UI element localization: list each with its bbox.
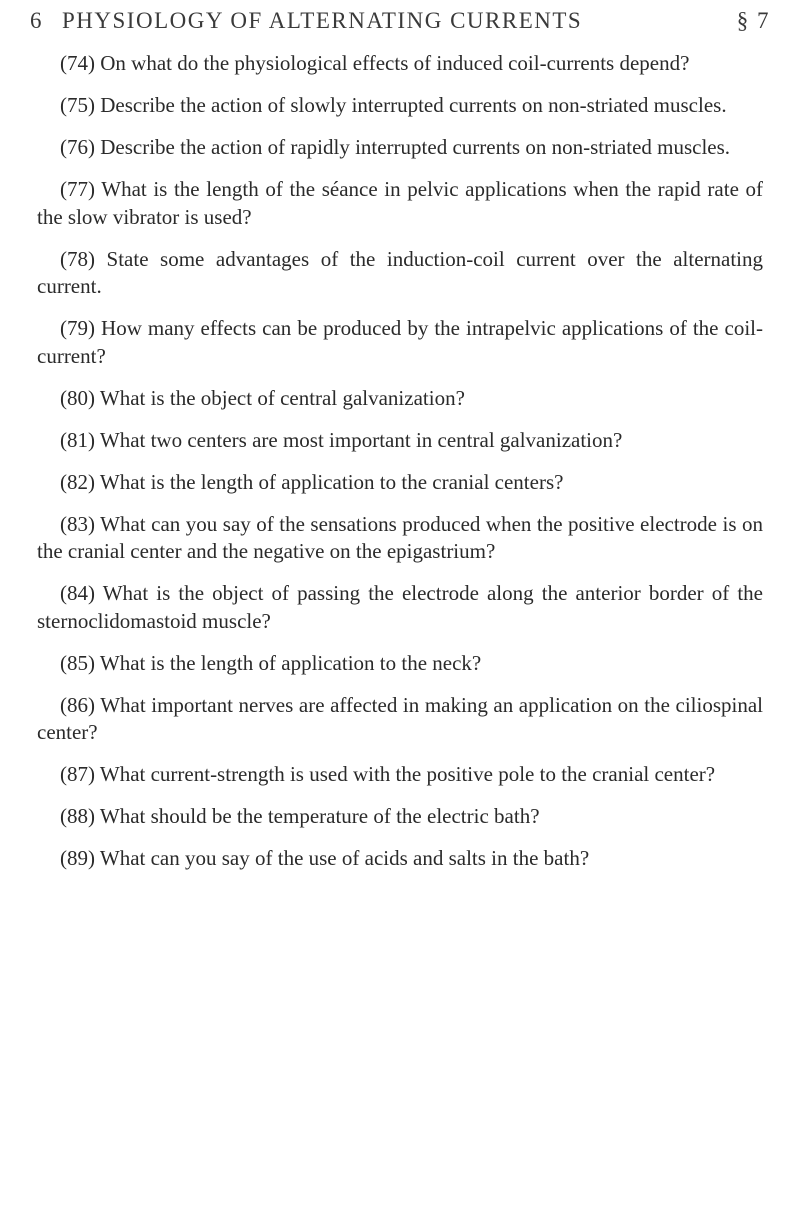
question-number: (84)	[60, 581, 95, 605]
question-text: What can you say of the sensations produced when the positive electrode is on the cranial center and the negative on the epigastrium?	[37, 511, 764, 563]
question-81	[37, 427, 763, 455]
section-marker: § 7	[736, 8, 770, 33]
question-list	[37, 50, 763, 887]
question-82	[37, 469, 763, 497]
question-number: (77)	[60, 177, 95, 201]
question-number: (85)	[60, 650, 95, 675]
question-text: How many effects can be produced by the intrapelvic applications of the coil-current?	[37, 316, 764, 368]
question-77	[37, 176, 763, 231]
question-89	[37, 845, 763, 873]
question-text: State some advantages of the induction-coil current over the alternating current.	[37, 246, 764, 298]
running-head	[30, 8, 770, 38]
question-number: (79)	[60, 316, 95, 340]
question-number: (86)	[60, 692, 95, 717]
question-text: What is the object of central galvanization?	[99, 385, 465, 410]
question-text: What current-strength is used with the positive pole to the cranial center?	[99, 762, 716, 786]
question-text: What important nerves are affected in making an application on the ciliospinal center?	[37, 692, 763, 744]
question-number: (76)	[60, 135, 95, 159]
question-86	[37, 692, 763, 747]
question-text: Describe the action of slowly interrupted currents on non-striated muscles.	[100, 93, 727, 117]
question-text: What is the length of the séance in pelvic applications when the rapid rate of the slow vibrator is used?	[37, 177, 763, 229]
question-text: What is the length of application to the cranial centers?	[99, 469, 564, 494]
question-79	[37, 315, 763, 370]
question-85	[37, 650, 763, 678]
question-number: (83)	[60, 511, 95, 536]
question-84	[37, 580, 763, 635]
question-83	[37, 511, 763, 566]
question-number: (74)	[60, 51, 95, 75]
question-text: What is the object of passing the electrode along the anterior border of the sternoclidomastoid muscle?	[37, 581, 763, 633]
question-78	[37, 246, 763, 301]
question-number: (75)	[60, 93, 95, 117]
question-text: What is the length of application to the neck?	[99, 650, 482, 675]
question-text: What two centers are most important in central galvanization?	[99, 427, 623, 452]
question-number: (88)	[60, 804, 95, 828]
running-title: PHYSIOLOGY OF ALTERNATING CURRENTS	[62, 8, 583, 33]
question-number: (82)	[60, 469, 95, 494]
question-88	[37, 803, 763, 831]
question-80	[37, 385, 763, 413]
question-number: (78)	[60, 246, 95, 271]
question-87	[37, 761, 763, 789]
question-76	[37, 134, 763, 162]
question-text: What can you say of the use of acids and salts in the bath?	[99, 846, 590, 870]
question-number: (81)	[60, 427, 95, 452]
question-text: On what do the physiological effects of induced coil-currents depend?	[100, 51, 690, 75]
question-number: (80)	[60, 385, 95, 410]
question-75	[37, 92, 763, 120]
question-number: (89)	[60, 846, 95, 870]
question-text: Describe the action of rapidly interrupted currents on non-striated muscles.	[100, 135, 731, 159]
question-text: What should be the temperature of the electric bath?	[99, 804, 540, 828]
question-74	[37, 50, 763, 78]
question-number: (87)	[60, 762, 95, 786]
page-number: 6	[30, 8, 43, 33]
